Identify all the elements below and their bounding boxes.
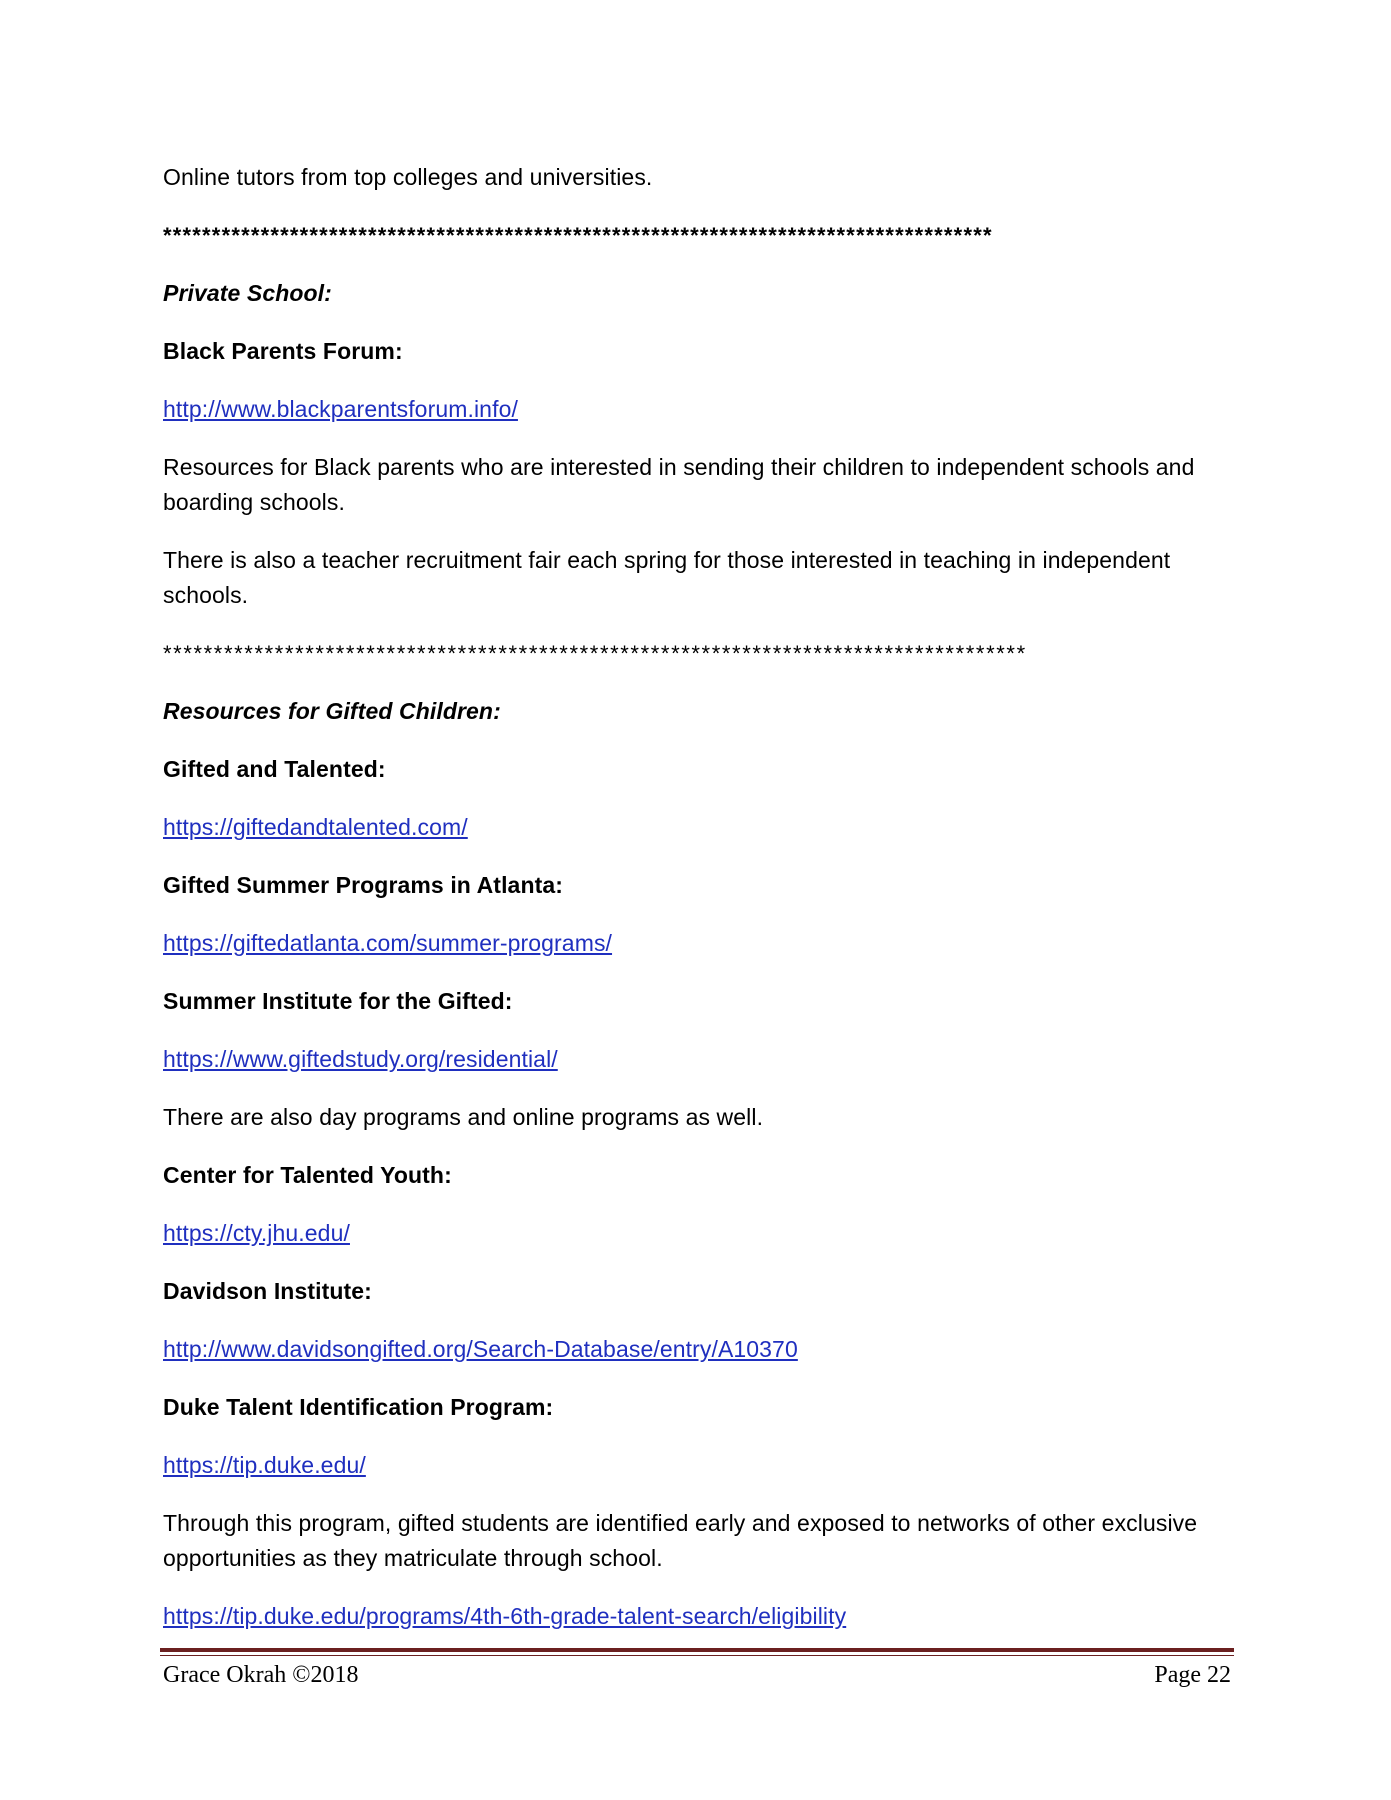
page-body <box>163 160 1233 1657</box>
footer-rule-thick <box>160 1648 1234 1652</box>
duke-tip-title: Duke Talent Identification Program: <box>163 1394 554 1420</box>
black-parents-forum-desc1: Resources for Black parents who are interested in sending their children to independent schools and boarding schools. <box>163 454 1195 515</box>
duke-tip-eligibility-link[interactable]: https://tip.duke.edu/programs/4th-6th-grade-talent-search/eligibility <box>163 1603 847 1629</box>
footer-rule-thin <box>160 1655 1234 1656</box>
davidson-title: Davidson Institute: <box>163 1278 372 1304</box>
cty-title: Center for Talented Youth: <box>163 1162 452 1188</box>
black-parents-forum-desc2: There is also a teacher recruitment fair each spring for those interested in teaching in independent schools. <box>163 547 1171 608</box>
black-parents-forum-title: Black Parents Forum: <box>163 338 403 364</box>
page-footer <box>160 1648 1234 1689</box>
footer-author: Grace Okrah ©2018 <box>163 1662 359 1688</box>
duke-tip-desc: Through this program, gifted students are identified early and exposed to networks of other exclusive opportunities as they matriculate through school. <box>163 1510 1198 1571</box>
black-parents-forum-link[interactable]: http://www.blackparentsforum.info/ <box>163 396 518 422</box>
separator-plain: ************************************************************************************* <box>163 641 1027 666</box>
gifted-talented-title: Gifted and Talented: <box>163 756 386 782</box>
gifted-atlanta-title: Gifted Summer Programs in Atlanta: <box>163 872 564 898</box>
duke-tip-link[interactable]: https://tip.duke.edu/ <box>163 1452 366 1478</box>
footer-row <box>160 1662 1234 1689</box>
gifted-resources-heading: Resources for Gifted Children: <box>163 698 501 724</box>
gifted-atlanta-link[interactable]: https://giftedatlanta.com/summer-programs/ <box>163 930 613 956</box>
summer-institute-title: Summer Institute for the Gifted: <box>163 988 513 1014</box>
summer-institute-desc: There are also day programs and online programs as well. <box>163 1104 764 1130</box>
private-school-heading: Private School: <box>163 280 332 306</box>
davidson-link[interactable]: http://www.davidsongifted.org/Search-Database/entry/A10370 <box>163 1336 798 1362</box>
gifted-talented-link[interactable]: https://giftedandtalented.com/ <box>163 814 468 840</box>
intro-text: Online tutors from top colleges and universities. <box>163 164 653 190</box>
separator-bold: ************************************************************************************* <box>163 223 993 248</box>
summer-institute-link[interactable]: https://www.giftedstudy.org/residential/ <box>163 1046 558 1072</box>
cty-link[interactable]: https://cty.jhu.edu/ <box>163 1220 350 1246</box>
footer-page-number: Page 22 <box>1154 1662 1231 1688</box>
